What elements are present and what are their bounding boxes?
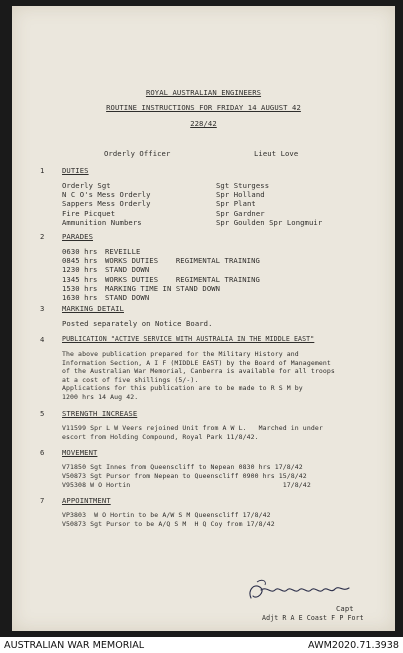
section-heading: DUTIES — [62, 166, 89, 175]
section-number: 5 — [40, 409, 45, 418]
signatory-rank: Capt — [336, 604, 354, 613]
section-text: The above publication prepared for the Military History and Information Section, A I F (MIDDLE EAST) by the Board of Management of the Australian War Memorial, Canberra is available for all troops at a cost of five shillings (5/-). Applications for this publication are to be made to R S M by 1200 hrs 14 Aug 42. — [62, 350, 335, 401]
section-heading: PUBLICATION "ACTIVE SERVICE WITH AUSTRALIA IN THE MIDDLE EAST" — [62, 335, 315, 343]
section-text: Posted separately on Notice Board. — [62, 319, 213, 328]
section-number: 3 — [40, 304, 45, 313]
document-page — [12, 6, 395, 631]
signatory-title: Adjt R A E Coast F P Fort — [262, 614, 364, 622]
section-heading: STRENGTH INCREASE — [62, 409, 138, 418]
document-number: 228/42 — [190, 119, 217, 128]
section-heading: PARADES — [62, 232, 93, 241]
section-text: V11599 Spr L W Veers rejoined Unit from A W L. Marched in under escort from Holding Compound, Royal Park 11/8/42. — [62, 424, 323, 441]
archive-footer — [0, 637, 403, 653]
orderly-officer-label: Orderly Officer — [104, 149, 171, 158]
section-number: 6 — [40, 448, 45, 457]
section-number: 1 — [40, 166, 45, 175]
footer-institution: AUSTRALIAN WAR MEMORIAL — [4, 640, 145, 651]
section-text: VP3803 W O Hortin to be A/W S M Queenscliff 17/8/42 V50873 Sgt Pursor to be A/Q S M H Q Coy from 17/8/42 — [62, 511, 275, 528]
parade-descriptions: REVEILLE WORKS DUTIES REGIMENTAL TRAINING STAND DOWN WORKS DUTIES REGIMENTAL TRAINING MARKING TIME IN STAND DOWN STAND DOWN — [105, 247, 260, 303]
duties-names: Sgt Sturgess Spr Holland Spr Plant Spr Gardner Spr Goulden Spr Longmuir — [216, 181, 323, 227]
duties-roles: Orderly Sgt N C O's Mess Orderly Sappers Mess Orderly Fire Picquet Ammunition Numbers — [62, 181, 151, 227]
handwritten-signature — [245, 576, 355, 604]
section-number: 7 — [40, 496, 45, 505]
section-number: 4 — [40, 335, 45, 344]
section-heading: APPOINTMENT — [62, 496, 111, 505]
document-title: ROUTINE INSTRUCTIONS FOR FRIDAY 14 AUGUST 42 — [106, 103, 301, 112]
unit-heading: ROYAL AUSTRALIAN ENGINEERS — [145, 88, 262, 97]
section-heading: MOVEMENT — [62, 448, 98, 457]
section-heading: MARKING DETAIL — [62, 304, 124, 313]
orderly-officer-name: Lieut Love — [254, 149, 299, 158]
section-number: 2 — [40, 232, 45, 241]
parade-times: 0630 hrs 0845 hrs 1230 hrs 1345 hrs 1530 hrs 1630 hrs — [62, 247, 98, 303]
footer-accession-number: AWM2020.71.3938 — [308, 640, 399, 651]
section-text: V71850 Sgt Innes from Queenscliff to Nepean 0830 hrs 17/8/42 V50873 Sgt Pursor from Nepean to Queenscliff 0900 hrs 15/8/42 V95308 W O Hortin 17/8/42 — [62, 463, 311, 489]
